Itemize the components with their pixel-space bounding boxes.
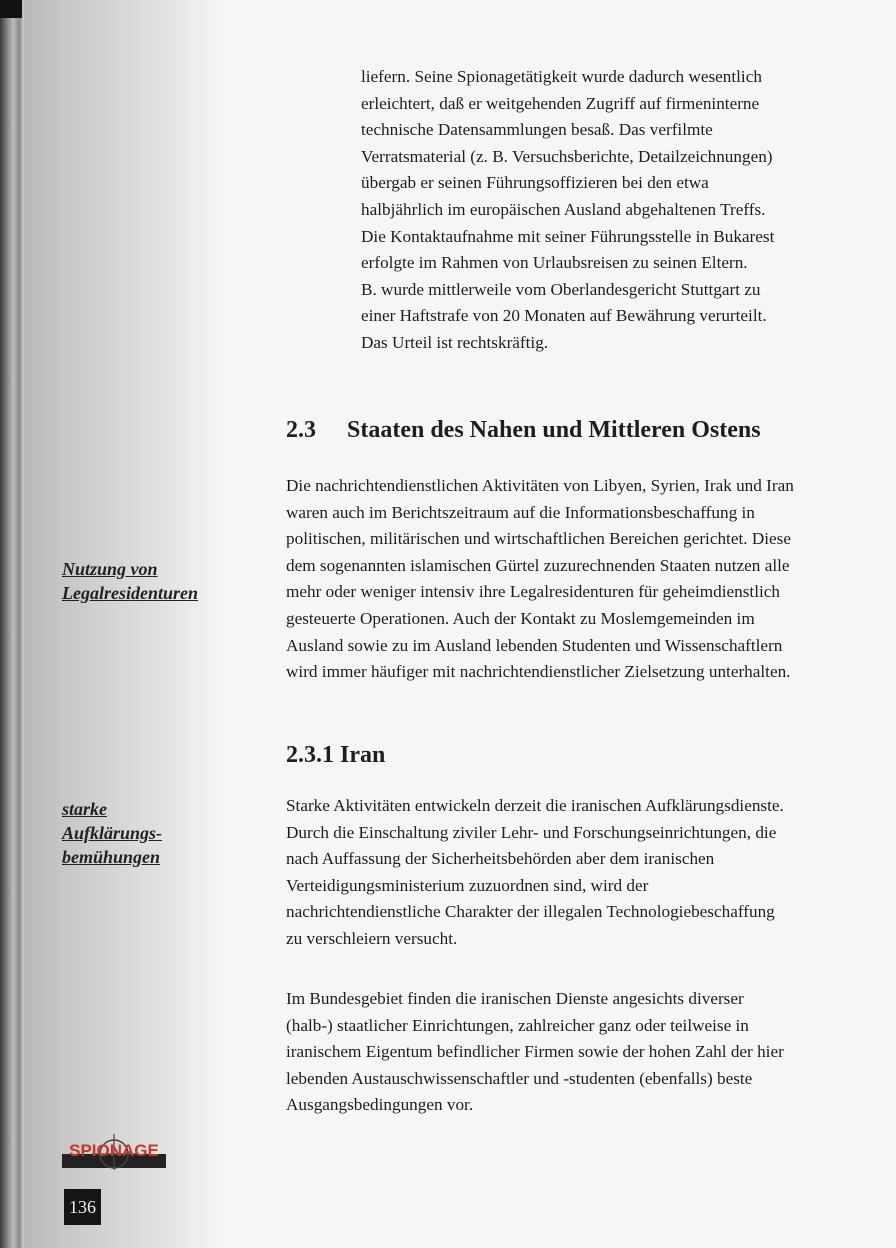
logo-text: SPIONAGE [69, 1141, 159, 1160]
book-binding-shadow [0, 0, 24, 1248]
intro-paragraph: liefern. Seine Spionagetätigkeit wurde dadurch wesentlich erleichtert, daß er weitgehenden Zugriff auf firmeninterne technische Datensammlungen besaß. Das verfilmte Verratsmaterial (z. B. Versuchsberichte, Detailzeichnungen) übergab er seinen Führungsoffizieren bei den etwa halbjährlich im europäischen Ausland abgehaltenen Treffs. Die Kontaktaufnahme mit seiner Führungsstelle in Bukarest erfolgte im Rahmen von Urlaubsreisen zu seinen Eltern. [361, 67, 775, 273]
iran-paragraph-text: Starke Aktivitäten entwickeln derzeit die iranischen Aufklärungsdienste. Durch die Einschaltung ziviler Lehr- und Forschungseinrichtungen, die nach Auffassung der Sicherheitsbehörden aber dem iranischen Verteidigungsministerium zuzuordnen sind, wird der nachrichtendienstliche Charakter der illegalen Technologiebeschaffung zu verschleiern versucht. [286, 796, 784, 948]
iran-paragraph-1 [286, 793, 794, 953]
page-number: 136 [64, 1189, 101, 1225]
section-title: Staaten des Nahen und Mittleren Ostens [347, 417, 761, 443]
section-paragraph-text: Die nachrichtendienstlichen Aktivitäten von Libyen, Syrien, Irak und Iran waren auch im Berichtszeitraum auf die Informationsbeschaffung in politischen, militärischen und wirtschaftlichen Bereichen gerichtet. Diese dem sogenannten islamischen Gürtel zuzurechnenden Staaten nutzen alle mehr oder weniger intensiv ihre Legalresidenturen für geheimdienstlich gesteuerte Operationen. Auch der Kontakt zu Moslemgemeinden im Ausland sowie zu im Ausland lebenden Studenten und Wissenschaftlern wird immer häufiger mit nachrichtendienstlicher Zielsetzung unterhalten. [286, 476, 794, 682]
margin-band [24, 0, 224, 1248]
section-number: 2.3 [286, 417, 316, 443]
iran-paragraph-text: Im Bundesgebiet finden die iranischen Dienste angesichts diverser (halb-) staatlicher Einrichtungen, zahlreicher ganz oder teilweise in iranischem Eigentum befindlicher Firmen sowie der hohen Zahl der hier lebenden Austauschwissenschaftler und -studenten (ebenfalls) beste Ausgangsbedingungen vor. [286, 989, 784, 1115]
margin-note-line: starke [62, 799, 107, 819]
margin-note-legalresidenturen [62, 557, 198, 605]
intro-paragraph: B. wurde mittlerweile vom Oberlandesgericht Stuttgart zu einer Haftstrafe von 20 Monaten auf Bewährung verurteilt. Das Urteil ist rechtskräftig. [361, 279, 767, 352]
iran-paragraph-2 [286, 986, 794, 1119]
margin-note-line: Aufklärungs- [62, 823, 163, 843]
margin-note-line: Legalresidenturen [62, 583, 199, 603]
margin-note-line: bemühungen [62, 847, 161, 867]
margin-note-line: Nutzung von [62, 559, 158, 579]
section-paragraph [286, 473, 794, 686]
binding-corner [0, 0, 22, 18]
spionage-logo [62, 1132, 166, 1170]
intro-text [361, 64, 793, 357]
subsection-heading: 2.3.1 Iran [286, 742, 386, 768]
margin-note-aufklaerung [62, 797, 162, 869]
